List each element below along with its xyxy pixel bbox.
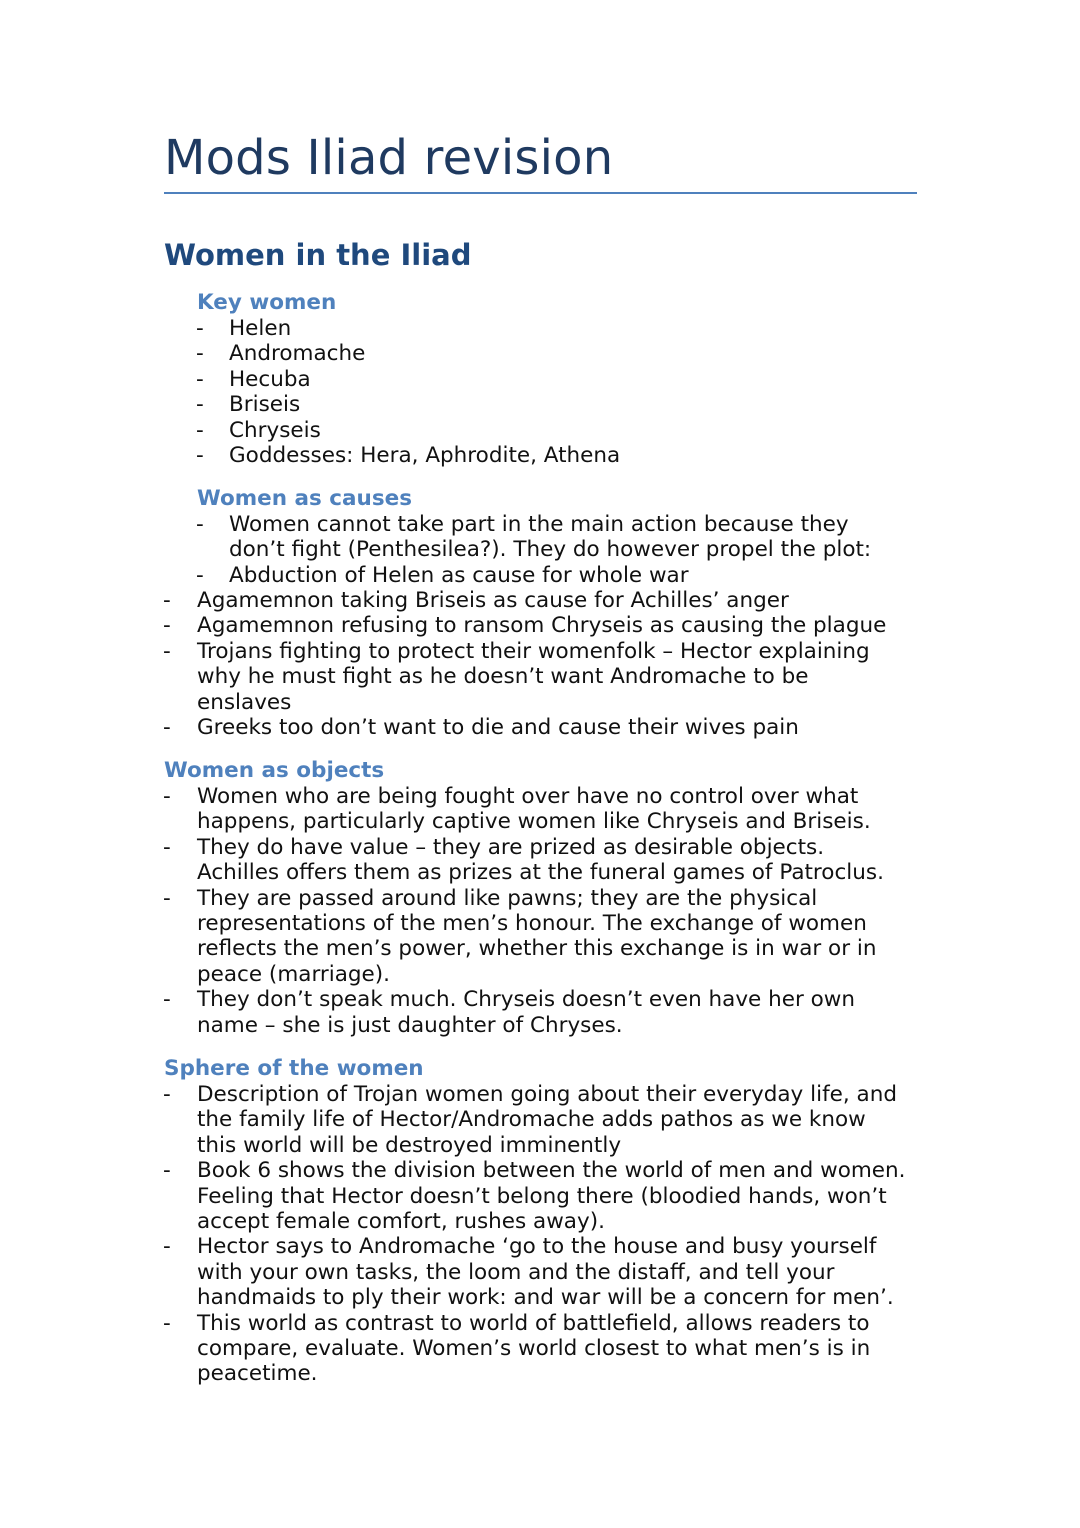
list-item xyxy=(163,1310,905,1387)
list-item xyxy=(196,366,620,392)
key-women-heading: Key women xyxy=(197,290,337,315)
bullet-dash: - xyxy=(163,613,171,639)
key-women-list xyxy=(196,316,621,469)
list-item-line: Andromache xyxy=(229,341,366,367)
list-item xyxy=(196,562,871,588)
list-item-line: Feeling that Hector doesn’t belong there (bloodied hands, won’t xyxy=(197,1183,887,1209)
list-item-line: Trojans fighting to protect their womenfolk – Hector explaining xyxy=(197,638,870,664)
list-item-line: name – she is just daughter of Chryses. xyxy=(197,1012,623,1038)
list-item-line: Achilles offers them as prizes at the funeral games of Patroclus. xyxy=(197,860,884,886)
list-item-line: enslaves xyxy=(197,689,292,715)
list-item xyxy=(163,638,886,715)
bullet-dash: - xyxy=(196,417,204,443)
bullet-dash: - xyxy=(163,588,171,613)
list-item xyxy=(196,443,621,469)
list-item-line: Hector says to Andromache ‘go to the house and busy yourself xyxy=(197,1234,877,1260)
bullet-dash: - xyxy=(196,443,204,469)
list-item xyxy=(163,588,886,613)
list-item xyxy=(196,512,872,563)
bullet-dash: - xyxy=(196,562,204,588)
list-item xyxy=(196,316,620,341)
list-item-line: Goddesses: Hera, Aphrodite, Athena xyxy=(229,443,621,469)
list-item-line: representations of the men’s honour. The exchange of women xyxy=(197,911,867,937)
bullet-dash: - xyxy=(196,392,204,418)
document-title: Mods Iliad revision xyxy=(164,130,614,186)
list-item xyxy=(196,341,620,367)
list-item xyxy=(163,784,884,835)
list-item-line: handmaids to ply their work: and war will be a concern for men’. xyxy=(197,1285,894,1311)
bullet-dash: - xyxy=(163,715,171,741)
bullet-dash: - xyxy=(163,1234,171,1260)
bullet-dash: - xyxy=(163,1158,171,1184)
list-item xyxy=(163,885,884,988)
list-item-line: Women who are being fought over have no control over what xyxy=(197,784,859,809)
list-item-line: happens, particularly captive women like Chryseis and Briseis. xyxy=(197,809,871,835)
causes-outer-list xyxy=(163,588,887,741)
list-item-line: Women cannot take part in the main action because they xyxy=(229,512,849,537)
list-item-line: with your own tasks, the loom and the distaff, and tell your xyxy=(197,1259,835,1285)
women-as-objects-heading: Women as objects xyxy=(164,758,385,783)
bullet-dash: - xyxy=(196,341,204,367)
bullet-dash: - xyxy=(163,987,171,1013)
list-item-line: peace (marriage). xyxy=(197,961,390,987)
list-item-line: Abduction of Helen as cause for whole war xyxy=(229,562,689,588)
list-item xyxy=(163,1234,905,1311)
list-item-line: the family life of Hector/Andromache adds pathos as we know xyxy=(197,1107,866,1133)
bullet-dash: - xyxy=(196,316,204,341)
list-item-line: Description of Trojan women going about their everyday life, and xyxy=(197,1082,897,1107)
list-item xyxy=(196,417,620,443)
bullet-dash: - xyxy=(163,1310,171,1336)
list-item-line: Hecuba xyxy=(229,366,311,392)
list-item-line: compare, evaluate. Women’s world closest to what men’s is in xyxy=(197,1336,871,1362)
sphere-of-women-heading: Sphere of the women xyxy=(164,1056,424,1081)
list-item xyxy=(163,1082,905,1158)
list-item xyxy=(163,613,887,639)
list-item xyxy=(163,715,886,741)
list-item xyxy=(163,987,884,1038)
list-item-line: Helen xyxy=(229,316,292,341)
list-item-line: Agamemnon taking Briseis as cause for Achilles’ anger xyxy=(197,588,789,613)
list-item-line: They are passed around like pawns; they are the physical xyxy=(197,885,818,911)
list-item-line: They do have value – they are prized as desirable objects. xyxy=(197,834,825,860)
bullet-dash: - xyxy=(163,638,171,664)
sphere-list xyxy=(163,1082,906,1387)
list-item xyxy=(163,1158,906,1235)
list-item-line: They don’t speak much. Chryseis doesn’t even have her own xyxy=(197,987,856,1013)
list-item-line: this world will be destroyed imminently xyxy=(197,1132,622,1158)
list-item-line: reflects the men’s power, whether this exchange is in war or in xyxy=(197,936,877,962)
list-item-line: Greeks too don’t want to die and cause their wives pain xyxy=(197,715,799,741)
list-item-line: Chryseis xyxy=(229,417,321,443)
list-item-line: peacetime. xyxy=(197,1361,318,1387)
bullet-dash: - xyxy=(196,512,204,537)
list-item xyxy=(163,834,884,886)
list-item-line: why he must fight as he doesn’t want Andromache to be xyxy=(197,664,809,690)
list-item-line: Agamemnon refusing to ransom Chryseis as causing the plague xyxy=(197,613,887,639)
list-item-line: Briseis xyxy=(229,392,301,418)
bullet-dash: - xyxy=(163,784,171,809)
title-underline xyxy=(164,192,917,194)
list-item-line: This world as contrast to world of battlefield, allows readers to xyxy=(197,1310,870,1336)
list-item-line: don’t fight (Penthesilea?). They do however propel the plot: xyxy=(229,537,872,563)
bullet-dash: - xyxy=(196,366,204,392)
section-heading: Women in the Iliad xyxy=(164,238,472,272)
list-item-line: Book 6 shows the division between the world of men and women. xyxy=(197,1158,906,1184)
bullet-dash: - xyxy=(163,1082,171,1107)
bullet-dash: - xyxy=(163,885,171,911)
list-item-line: accept female comfort, rushes away). xyxy=(197,1209,605,1235)
bullet-dash: - xyxy=(163,834,171,860)
list-item xyxy=(196,392,620,418)
objects-list xyxy=(163,784,884,1038)
causes-inner-list xyxy=(196,512,872,588)
women-as-causes-heading: Women as causes xyxy=(197,486,413,511)
